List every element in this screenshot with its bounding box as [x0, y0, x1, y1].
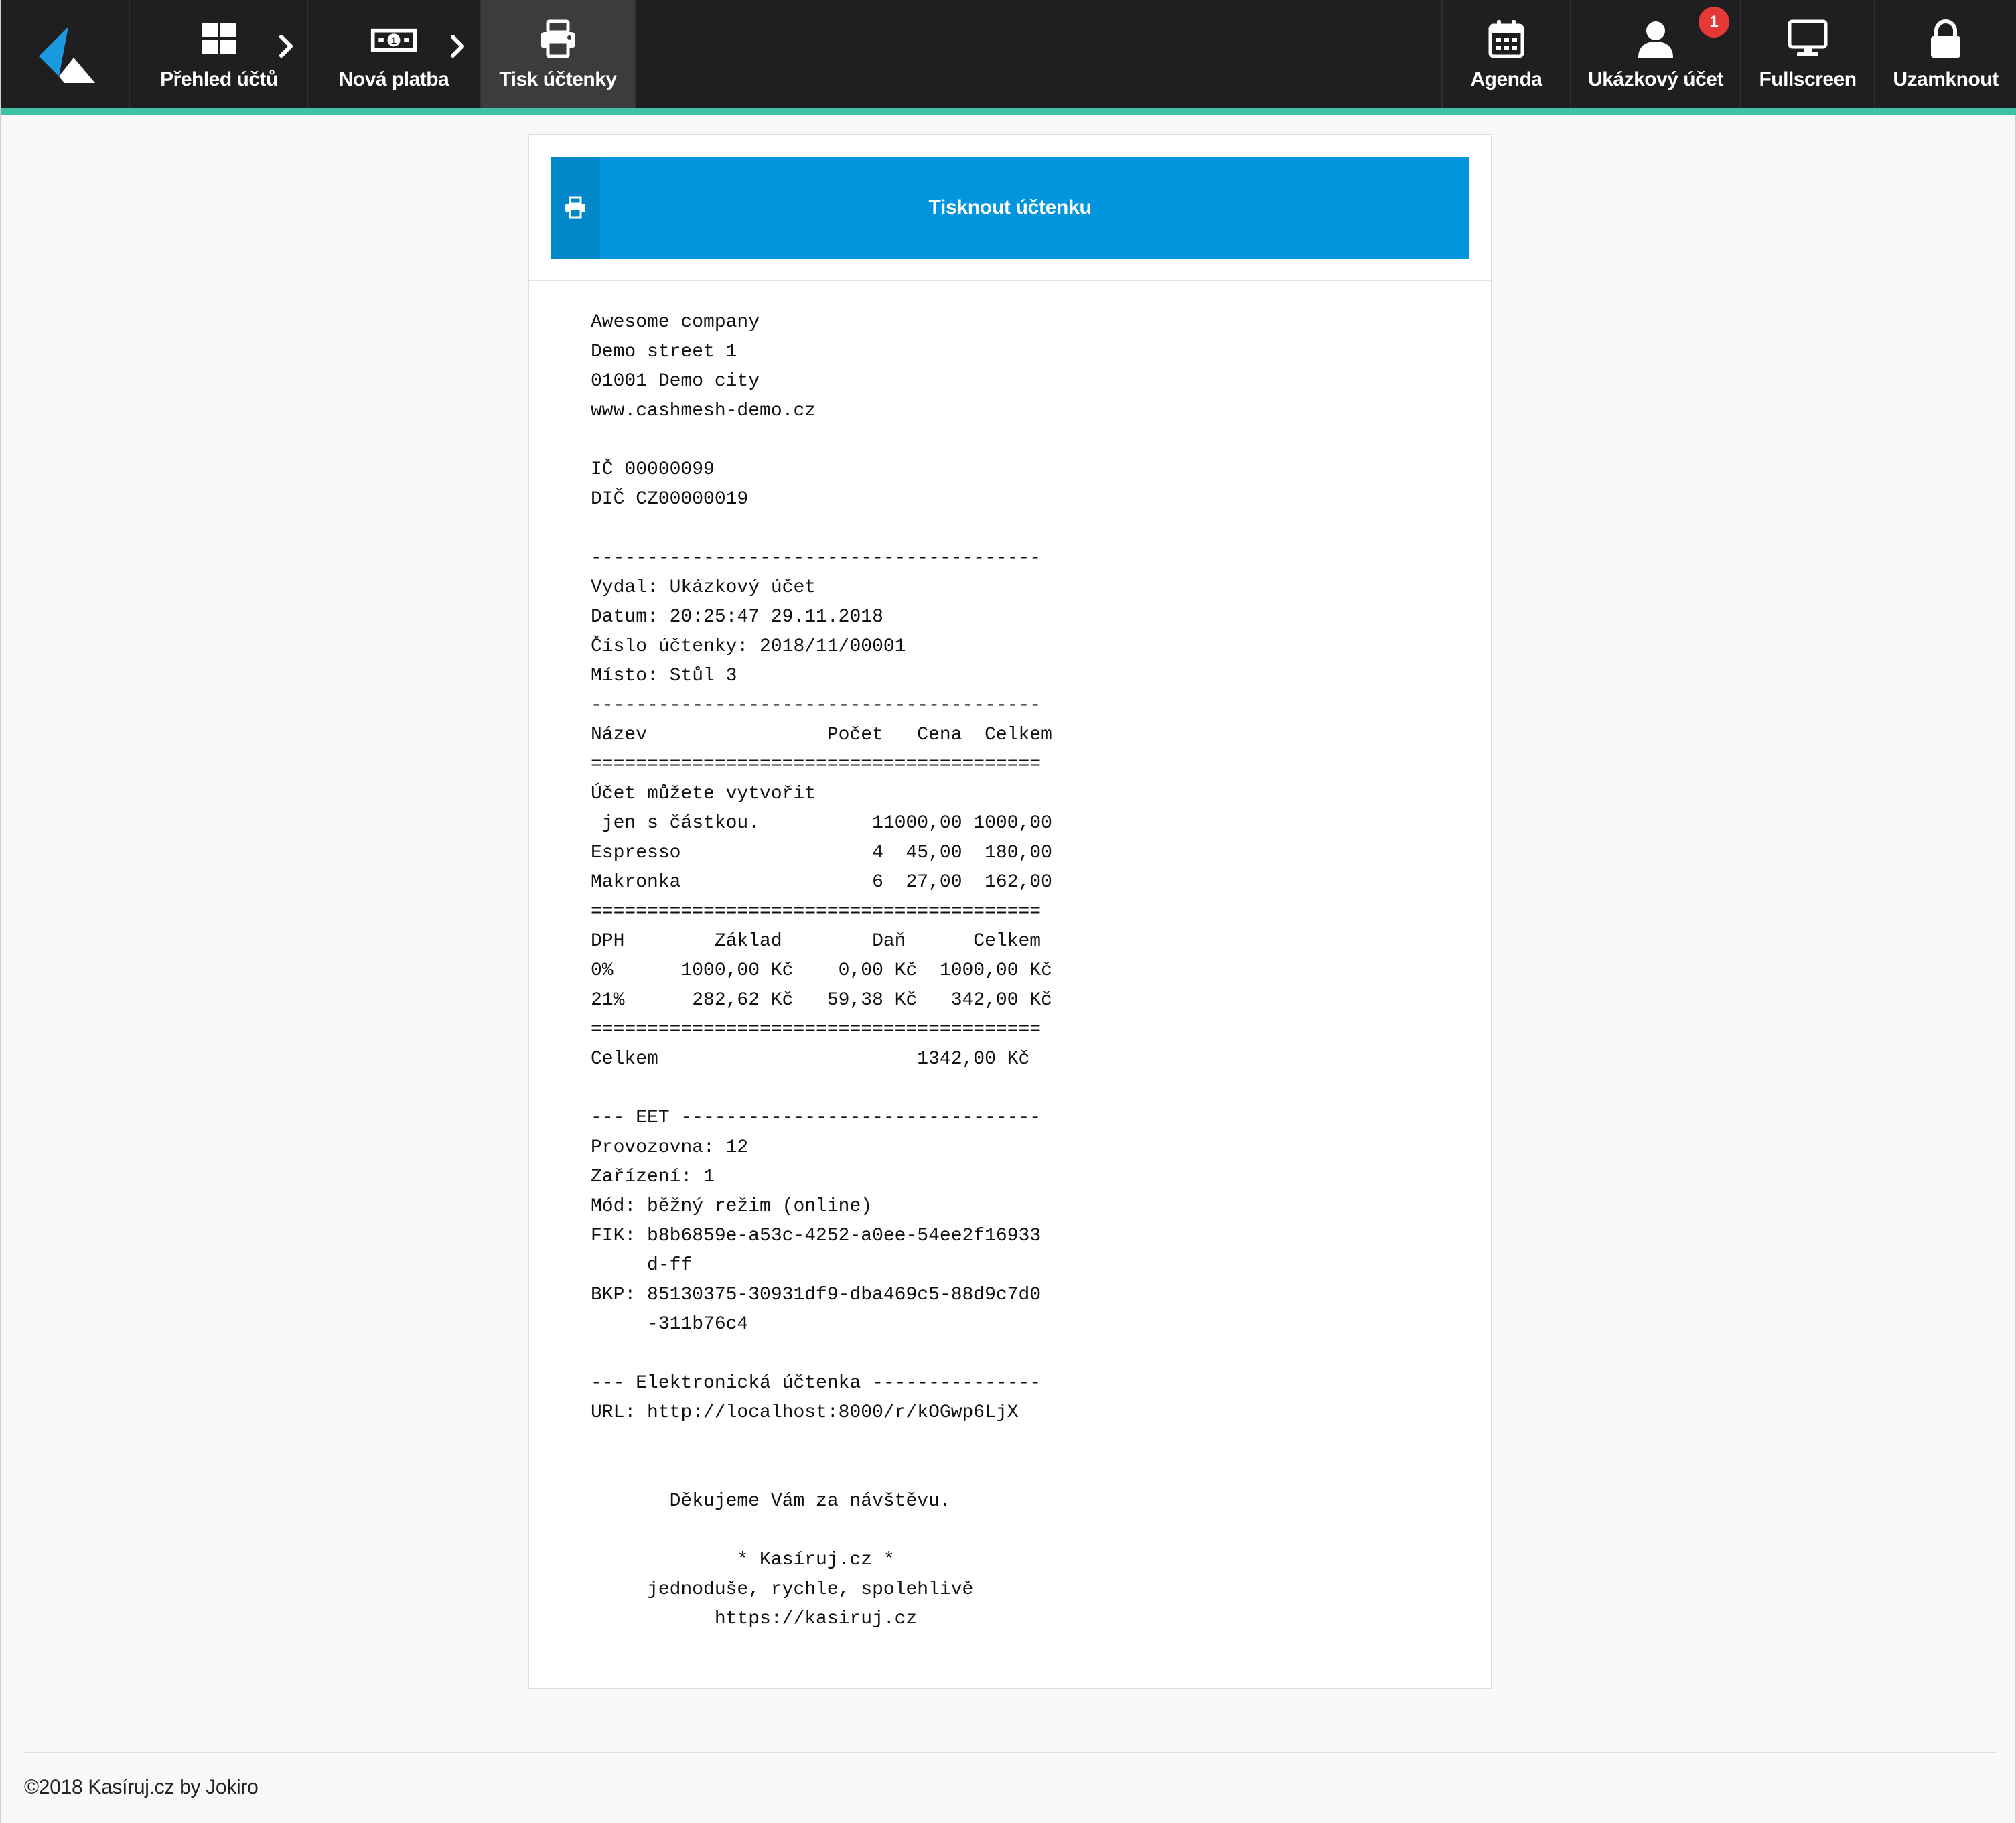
receipt-line: URL: http://localhost:8000/r/kOGwp6LjX [591, 1402, 1019, 1423]
receipt-line: jednoduše, rychle, spolehlivě [591, 1579, 974, 1600]
receipt-line: ======================================== [591, 901, 1041, 922]
accent-strip [1, 108, 2016, 115]
print-receipt-button-label: Tisknout účtenku [928, 196, 1092, 218]
receipt-line [591, 1457, 1127, 1487]
receipt-line: jen s částkou. 11000,00 1000,00 [591, 813, 1052, 834]
printer-icon [551, 157, 600, 259]
nav-print-receipt[interactable] [481, 0, 635, 108]
nav-new-payment-label: Nová platba [338, 68, 449, 90]
svg-text:1: 1 [390, 35, 397, 47]
receipt-line: ======================================== [591, 754, 1041, 775]
receipt-line: Název Počet Cena Celkem [591, 725, 1052, 745]
receipt-line: Děkujeme Vám za návštěvu. [591, 1491, 951, 1512]
user-icon [1630, 17, 1681, 60]
nav-print-receipt-label: Tisk účtenky [499, 68, 617, 90]
receipt-line: Číslo účtenky: 2018/11/00001 [591, 636, 906, 657]
receipt-line [591, 1339, 1127, 1369]
nav-lock-label: Uzamknout [1893, 68, 1999, 90]
receipt-line: Datum: 20:25:47 29.11.2018 [591, 607, 883, 628]
receipt-line [591, 426, 1127, 455]
receipt-line: Zařízení: 1 [591, 1167, 715, 1187]
receipt-line [591, 1074, 1127, 1104]
receipt-line: ---------------------------------------- [591, 548, 1041, 569]
receipt-line: FIK: b8b6859e-a53c-4252-a0ee-54ee2f16933 [591, 1226, 1041, 1246]
receipt-line: 0% 1000,00 Kč 0,00 Kč 1000,00 Kč [591, 960, 1052, 981]
printer-icon [532, 17, 583, 60]
lock-icon [1920, 17, 1971, 60]
grid-icon [194, 17, 244, 60]
footer-copyright: ©2018 Kasíruj.cz by Jokiro [24, 1776, 259, 1798]
nav-fullscreen-label: Fullscreen [1759, 68, 1857, 90]
receipt-line: -311b76c4 [591, 1314, 749, 1335]
footer-divider [24, 1752, 1996, 1753]
monitor-icon [1782, 17, 1833, 60]
chevron-right-icon [447, 31, 467, 62]
receipt-line: --- Elektronická účtenka --------------- [591, 1373, 1041, 1394]
receipt-line [591, 514, 1127, 544]
receipt-line: Provozovna: 12 [591, 1137, 749, 1158]
receipt-text [591, 308, 1127, 1634]
calendar-icon [1481, 17, 1532, 60]
receipt-line: Místo: Stůl 3 [591, 666, 737, 686]
receipt-line [591, 1428, 1127, 1457]
nav-agenda[interactable] [1443, 0, 1570, 108]
receipt-line: Espresso 4 45,00 180,00 [591, 843, 1052, 863]
receipt-line: 21% 282,62 Kč 59,38 Kč 342,00 Kč [591, 990, 1052, 1011]
receipt-line: Mód: běžný režim (online) [591, 1196, 873, 1217]
receipt-line: Celkem 1342,00 Kč [591, 1049, 1030, 1070]
top-navigation-bar [1, 0, 2016, 108]
receipt-line: ======================================== [591, 1019, 1041, 1040]
receipt-line: Demo street 1 [591, 342, 737, 362]
receipt-line: ---------------------------------------- [591, 695, 1041, 716]
print-receipt-button[interactable] [551, 157, 1469, 259]
receipt-line: Účet můžete vytvořit [591, 784, 816, 804]
receipt-card [528, 134, 1492, 1689]
nav-fullscreen[interactable] [1741, 0, 1874, 108]
receipt-line: IČ 00000099 [591, 459, 715, 480]
nav-lock[interactable] [1875, 0, 2016, 108]
receipt-line: Makronka 6 27,00 162,00 [591, 872, 1052, 893]
kasiruj-logo-icon [39, 27, 95, 83]
chevron-right-icon [276, 31, 296, 62]
receipt-line [591, 1516, 1127, 1546]
receipt-line: www.cashmesh-demo.cz [591, 400, 816, 421]
receipt-line: d-ff [591, 1255, 693, 1276]
card-header [529, 135, 1491, 281]
receipt-line: 01001 Demo city [591, 371, 760, 392]
nav-user-account-label: Ukázkový účet [1588, 68, 1723, 90]
receipt-line: --- EET -------------------------------- [591, 1108, 1041, 1128]
banknote-icon [368, 17, 419, 60]
notification-badge[interactable]: 1 [1699, 7, 1729, 38]
receipt-line: Awesome company [591, 312, 760, 333]
receipt-line: DIČ CZ00000019 [591, 489, 749, 510]
receipt-line: DPH Základ Daň Celkem [591, 931, 1041, 952]
receipt-line: BKP: 85130375-30931df9-dba469c5-88d9c7d0 [591, 1285, 1041, 1305]
receipt-line: * Kasíruj.cz * [591, 1550, 895, 1571]
receipt-line: Vydal: Ukázkový účet [591, 577, 816, 598]
receipt-line: https://kasiruj.cz [591, 1609, 918, 1629]
nav-agenda-label: Agenda [1470, 68, 1542, 90]
logo[interactable] [1, 0, 130, 108]
nav-accounts-overview-label: Přehled účtů [160, 68, 278, 90]
